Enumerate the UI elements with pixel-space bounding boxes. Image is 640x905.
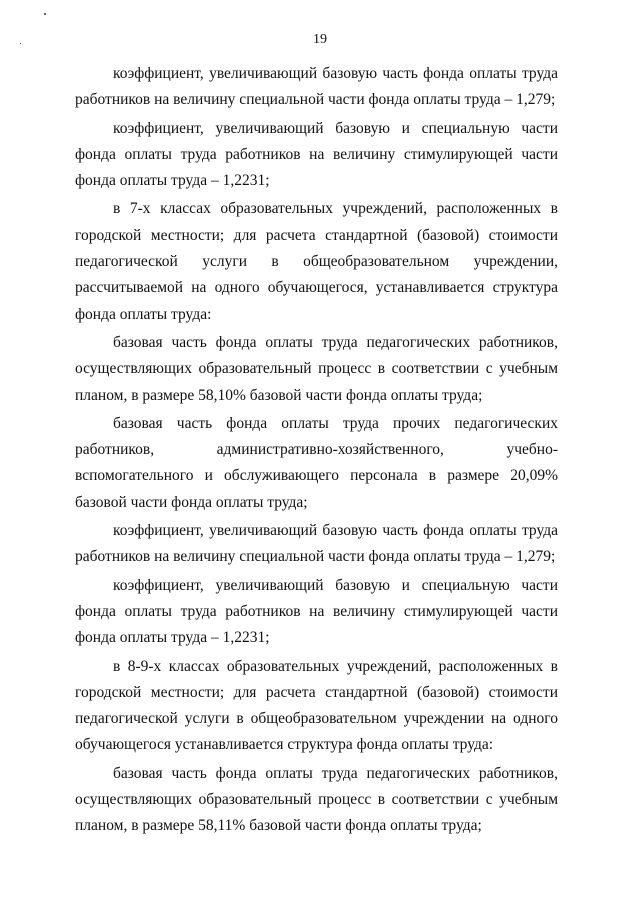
paragraph: коэффициент, увеличивающий базовую часть фонда оплаты труда работников на величину специальной части фонда оплаты труда – 1,279;	[75, 522, 558, 566]
document-body	[75, 61, 558, 842]
paragraph: в 8-9-х классах образовательных учреждений, расположенных в городской местности; для расчета стандартной (базовой) стоимости педагогической услуги в общеобразовательном учреждении на одного обучающегося устанавливается структура фонда оплаты труда:	[75, 657, 558, 754]
paragraph: базовая часть фонда оплаты труда прочих педагогических работников, административно-хозяйственного, учебно-вспомогательного и обслуживающего персонала в размере 20,09% базовой части фонда оплаты труда;	[75, 414, 558, 511]
paragraph: базовая часть фонда оплаты труда педагогических работников, осуществляющих образовательный процесс в соответствии с учебным планом, в размере 58,10% базовой части фонда оплаты труда;	[75, 333, 558, 404]
page-number: 19	[313, 32, 327, 47]
paragraph: в 7-х классах образовательных учреждений, расположенных в городской местности; для расчета стандартной (базовой) стоимости педагогической услуги в общеобразовательном учреждении, рассчитываемой на одного обучающегося, устанавливается структура фонда оплаты труда:	[75, 200, 558, 323]
scan-speck	[44, 13, 46, 15]
paragraph: базовая часть фонда оплаты труда педагогических работников, осуществляющих образовательный процесс в соответствии с учебным планом, в размере 58,11% базовой части фонда оплаты труда;	[75, 764, 558, 835]
paragraph: коэффициент, увеличивающий базовую и специальную части фонда оплаты труда работников на величину стимулирующей части фонда оплаты труда – 1,2231;	[75, 119, 558, 190]
paragraph: коэффициент, увеличивающий базовую и специальную части фонда оплаты труда работников на величину стимулирующей части фонда оплаты труда – 1,2231;	[75, 576, 558, 647]
paragraph: коэффициент, увеличивающий базовую часть фонда оплаты труда работников на величину специальной части фонда оплаты труда – 1,279;	[75, 65, 558, 109]
